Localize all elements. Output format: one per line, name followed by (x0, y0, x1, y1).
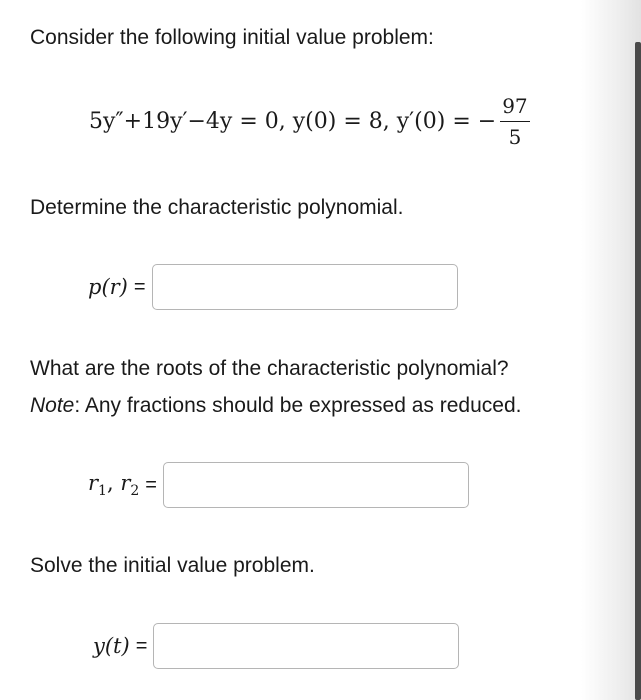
equation-fraction (500, 94, 529, 149)
q1-answer-row (88, 264, 458, 310)
roots-input[interactable] (163, 462, 469, 508)
q3-equals: = (135, 634, 148, 657)
q2-label: $r_1$, $r_2$ (88, 470, 140, 500)
q2-answer-row (88, 462, 469, 508)
q2-note-label: Note (30, 394, 75, 417)
ivp-solution-input[interactable] (153, 623, 459, 669)
fraction-numerator: 97 (500, 94, 529, 122)
q2-note-text: : Any fractions should be expressed as reduced. (74, 394, 522, 417)
intro-text: Consider the following initial value problem: (30, 26, 434, 49)
right-edge-shade (581, 0, 641, 700)
q2-prompt: What are the roots of the characteristic polynomial? (30, 357, 509, 380)
q3-prompt: Solve the initial value problem. (30, 554, 315, 577)
q1-label: p(r) (88, 275, 128, 299)
scrollbar[interactable] (635, 42, 641, 700)
q2-equals: = (145, 473, 157, 496)
q1-prompt: Determine the characteristic polynomial. (30, 196, 404, 219)
fraction-denominator: 5 (508, 124, 522, 149)
q1-equals: = (133, 275, 146, 298)
ivp-equation (89, 88, 530, 154)
q2-note (30, 388, 521, 424)
characteristic-polynomial-input[interactable] (152, 264, 458, 310)
q3-label: y(t) (93, 634, 130, 658)
q3-answer-row (93, 623, 459, 669)
equation-main: 5y″+19y′−4y = 0, y(0) = 8, y′(0) = − (89, 108, 497, 134)
